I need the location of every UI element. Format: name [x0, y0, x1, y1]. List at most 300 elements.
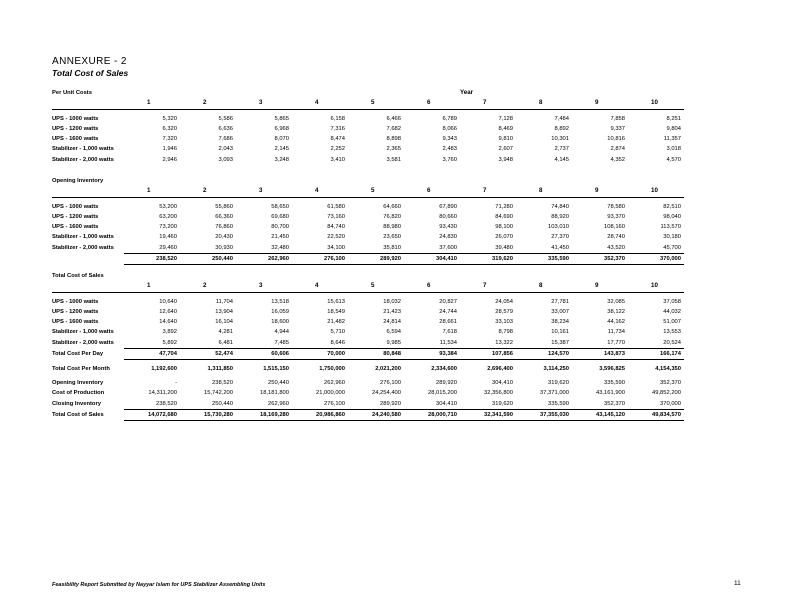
row-label: UPS - 1200 watts [52, 125, 99, 132]
value-cell: 10,301 [551, 136, 569, 143]
value-cell: 319,620 [460, 254, 516, 265]
value-cell: 8,070 [274, 136, 289, 143]
year-header: 8 [516, 281, 572, 292]
row-label: Stabilizer - 2,000 watts [52, 156, 114, 163]
year-header: 1 [124, 186, 180, 197]
value-cell: 289,920 [380, 400, 401, 407]
header-spacer [52, 98, 124, 109]
row-label: Total Cost of Sales [52, 411, 104, 418]
value-cell: 10,640 [159, 298, 177, 305]
value-cell: 52,474 [180, 349, 236, 360]
page-number: 11 [734, 580, 741, 587]
value-cell: 3,018 [666, 146, 681, 153]
table-row [52, 144, 684, 154]
value-cell: 32,085 [607, 298, 625, 305]
value-cell: 5,865 [274, 115, 289, 122]
year-header: 1 [124, 281, 180, 292]
table-row [52, 202, 684, 212]
value-cell: 80,848 [348, 349, 404, 360]
year-header: 5 [348, 98, 404, 109]
annexure-heading: ANNEXURE - 2 [52, 56, 127, 67]
value-cell: 238,520 [124, 254, 180, 265]
per-unit-costs-table [52, 88, 684, 165]
value-cell: 12,640 [159, 308, 177, 315]
value-cell: 24,814 [383, 319, 401, 326]
value-cell: 5,320 [162, 115, 177, 122]
value-cell: 2,043 [218, 146, 233, 153]
total-cost-of-sales-table [52, 271, 684, 375]
value-cell: 18,549 [327, 308, 345, 315]
year-header: 2 [180, 98, 236, 109]
value-cell: 37,600 [439, 244, 457, 251]
row-label: Stabilizer - 1,000 watts [52, 234, 114, 241]
row-label: UPS - 1600 watts [52, 136, 99, 143]
row-label: UPS - 1600 watts [52, 224, 99, 231]
section-title-row [52, 176, 684, 186]
value-cell: 4,352 [610, 156, 625, 163]
table-row [52, 388, 684, 398]
value-cell: 88,980 [383, 224, 401, 231]
table-row [52, 327, 684, 337]
value-cell: 10,816 [607, 136, 625, 143]
header-spacer [52, 186, 124, 197]
value-cell: 107,856 [460, 349, 516, 360]
value-cell: 3,114,250 [543, 366, 569, 373]
value-cell: 1,946 [162, 146, 177, 153]
value-cell: 6,789 [442, 115, 457, 122]
value-cell: 13,518 [271, 298, 289, 305]
value-cell: 6,466 [386, 115, 401, 122]
year-header-row [52, 281, 684, 292]
value-cell: 370,000 [660, 400, 681, 407]
value-cell: 38,122 [607, 308, 625, 315]
year-header: 10 [628, 281, 684, 292]
value-cell: 43,145,120 [572, 409, 628, 420]
value-cell: 262,960 [236, 254, 292, 265]
value-cell: 24,830 [439, 234, 457, 241]
value-cell: 39,480 [495, 244, 513, 251]
value-cell: 35,810 [383, 244, 401, 251]
value-cell: 18,169,280 [236, 409, 292, 420]
value-cell: 108,160 [604, 224, 625, 231]
value-cell: 9,985 [386, 339, 401, 346]
table-row [52, 243, 684, 254]
value-cell: 3,581 [386, 156, 401, 163]
value-cell: 93,370 [607, 213, 625, 220]
value-cell: 5,586 [218, 115, 233, 122]
value-cell: 7,858 [610, 115, 625, 122]
value-cell: 13,904 [215, 308, 233, 315]
year-header: 3 [236, 186, 292, 197]
value-cell: 20,430 [215, 234, 233, 241]
value-cell: 28,015,200 [427, 390, 457, 397]
value-cell: 32,341,590 [460, 409, 516, 420]
year-header: 10 [628, 186, 684, 197]
year-header: 7 [460, 98, 516, 109]
table-row [52, 254, 684, 265]
value-cell: 5,892 [162, 339, 177, 346]
value-cell: 18,181,800 [259, 390, 289, 397]
value-cell: 84,740 [327, 224, 345, 231]
value-cell: 352,370 [604, 400, 625, 407]
value-cell: 8,469 [498, 125, 513, 132]
value-cell: 7,484 [554, 115, 569, 122]
value-cell: 8,646 [330, 339, 345, 346]
table-row [52, 409, 684, 420]
value-cell: 2,365 [386, 146, 401, 153]
value-cell: 37,058 [663, 298, 681, 305]
year-header: 7 [460, 281, 516, 292]
table-row [52, 134, 684, 144]
row-label: Cost of Production [52, 390, 105, 397]
header-spacer [52, 281, 124, 292]
value-cell: 20,524 [663, 339, 681, 346]
value-cell: 18,032 [383, 298, 401, 305]
table-row [52, 222, 684, 232]
value-cell: 41,450 [551, 244, 569, 251]
year-header: 2 [180, 281, 236, 292]
value-cell: 304,410 [404, 254, 460, 265]
value-cell: 21,482 [327, 319, 345, 326]
row-label: Stabilizer - 2,000 watts [52, 245, 114, 252]
value-cell: 67,890 [439, 203, 457, 210]
value-cell: 20,986,860 [292, 409, 348, 420]
value-cell: 73,200 [159, 224, 177, 231]
value-cell: 27,370 [551, 234, 569, 241]
year-label: Year [460, 89, 474, 96]
value-cell: 51,007 [663, 319, 681, 326]
value-cell: 3,760 [442, 156, 457, 163]
year-header: 9 [572, 186, 628, 197]
value-cell: 33,007 [551, 308, 569, 315]
value-cell: 7,485 [274, 339, 289, 346]
value-cell: 8,066 [442, 125, 457, 132]
section-title: Opening Inventory [52, 178, 104, 184]
value-cell: 13,553 [663, 329, 681, 336]
value-cell: 4,944 [274, 329, 289, 336]
value-cell: 53,200 [159, 203, 177, 210]
value-cell: 1,311,850 [207, 366, 233, 373]
value-cell: 37,355,030 [516, 409, 572, 420]
value-cell: 28,661 [439, 319, 457, 326]
year-header: 4 [292, 98, 348, 109]
value-cell: 14,311,200 [148, 390, 177, 397]
value-cell: 238,520 [156, 400, 177, 407]
row-label: UPS - 1200 watts [52, 213, 99, 220]
value-cell: 4,154,350 [655, 366, 681, 373]
value-cell: 9,804 [666, 125, 681, 132]
table-row [52, 399, 684, 410]
row-label: Total Cost Per Month [52, 366, 110, 373]
value-cell: 19,460 [159, 234, 177, 241]
value-cell: 250,440 [212, 400, 233, 407]
value-cell: 49,852,200 [651, 390, 681, 397]
section-title: Total Cost of Sales [52, 273, 104, 279]
value-cell: 1,192,600 [151, 366, 177, 373]
value-cell: 15,742,200 [203, 390, 233, 397]
value-cell: 64,660 [383, 203, 401, 210]
year-header: 4 [292, 281, 348, 292]
value-cell: 7,128 [498, 115, 513, 122]
value-cell: 17,770 [607, 339, 625, 346]
value-cell: 43,161,900 [595, 390, 625, 397]
table-row [52, 378, 684, 388]
value-cell: 4,281 [218, 329, 233, 336]
value-cell: 49,834,570 [628, 409, 684, 420]
value-cell: 238,520 [212, 380, 233, 386]
value-cell: 16,059 [271, 308, 289, 315]
value-cell: 14,640 [159, 319, 177, 326]
year-header: 3 [236, 281, 292, 292]
value-cell: 7,686 [218, 136, 233, 143]
value-cell: 6,158 [330, 115, 345, 122]
value-cell: 1,515,150 [263, 366, 289, 373]
value-cell: 61,580 [327, 203, 345, 210]
table-row [52, 307, 684, 317]
year-header: 3 [236, 98, 292, 109]
value-cell: 21,423 [383, 308, 401, 315]
value-cell: 3,093 [218, 156, 233, 163]
section-title: Per Unit Costs [52, 90, 92, 96]
value-cell: 2,483 [442, 146, 457, 153]
value-cell: 370,000 [628, 254, 684, 265]
year-header: 2 [180, 186, 236, 197]
value-cell: 2,334,600 [431, 366, 457, 373]
value-cell: 3,596,825 [599, 366, 625, 373]
value-cell: 276,100 [324, 400, 345, 407]
year-header: 10 [628, 98, 684, 109]
value-cell: 352,370 [572, 254, 628, 265]
value-cell: 7,618 [442, 329, 457, 336]
summary-table [52, 378, 684, 421]
year-header: 6 [404, 281, 460, 292]
value-cell: 7,316 [330, 125, 345, 132]
row-label: Opening Inventory [52, 380, 104, 386]
value-cell: 37,371,000 [539, 390, 569, 397]
value-cell: 6,636 [218, 125, 233, 132]
value-cell: 76,860 [215, 224, 233, 231]
row-label: Total Cost Per Day [52, 351, 104, 358]
value-cell: 113,570 [660, 224, 681, 231]
value-cell: 2,874 [610, 146, 625, 153]
value-cell: 262,960 [268, 400, 289, 407]
section-title-row [52, 88, 684, 98]
section-title-row [52, 271, 684, 281]
value-cell: 98,040 [663, 213, 681, 220]
value-cell: 15,613 [327, 298, 345, 305]
row-label: Stabilizer - 1,000 watts [52, 329, 114, 336]
value-cell: - [175, 380, 177, 386]
value-cell: 3,410 [330, 156, 345, 163]
value-cell: 2,252 [330, 146, 345, 153]
year-header: 6 [404, 98, 460, 109]
value-cell: 73,160 [327, 213, 345, 220]
value-cell: 63,200 [159, 213, 177, 220]
row-label [52, 254, 124, 265]
value-cell: 44,162 [607, 319, 625, 326]
value-cell: 2,145 [274, 146, 289, 153]
year-header: 9 [572, 98, 628, 109]
value-cell: 166,174 [628, 349, 684, 360]
year-header-row [52, 186, 684, 197]
value-cell: 38,234 [551, 319, 569, 326]
year-header: 5 [348, 186, 404, 197]
value-cell: 80,700 [271, 224, 289, 231]
value-cell: 10,161 [551, 329, 569, 336]
value-cell: 1,750,000 [319, 366, 345, 373]
value-cell: 319,620 [548, 380, 569, 386]
value-cell: 8,251 [666, 115, 681, 122]
value-cell: 5,710 [330, 329, 345, 336]
row-label: Stabilizer - 2,000 watts [52, 340, 114, 347]
value-cell: 84,690 [495, 213, 513, 220]
row-label: Closing Inventory [52, 400, 101, 407]
value-cell: 3,892 [162, 329, 177, 336]
year-header: 1 [124, 98, 180, 109]
value-cell: 2,737 [554, 146, 569, 153]
table-row [52, 338, 684, 349]
value-cell: 24,054 [495, 298, 513, 305]
table-row [52, 349, 684, 360]
value-cell: 24,744 [439, 308, 457, 315]
row-label: UPS - 1000 watts [52, 298, 99, 305]
value-cell: 69,680 [271, 213, 289, 220]
value-cell: 14,072,680 [124, 409, 180, 420]
value-cell: 55,860 [215, 203, 233, 210]
value-cell: 15,387 [551, 339, 569, 346]
value-cell: 8,898 [386, 136, 401, 143]
table-row [52, 124, 684, 134]
value-cell: 32,356,800 [483, 390, 513, 397]
value-cell: 26,070 [495, 234, 513, 241]
value-cell: 21,450 [271, 234, 289, 241]
year-header: 4 [292, 186, 348, 197]
year-header: 8 [516, 186, 572, 197]
value-cell: 28,740 [607, 234, 625, 241]
value-cell: 88,920 [551, 213, 569, 220]
value-cell: 143,873 [572, 349, 628, 360]
year-header: 5 [348, 281, 404, 292]
value-cell: 32,480 [271, 244, 289, 251]
value-cell: 93,430 [439, 224, 457, 231]
value-cell: 2,607 [498, 146, 513, 153]
value-cell: 11,734 [607, 329, 625, 336]
value-cell: 33,103 [495, 319, 513, 326]
value-cell: 28,000,710 [404, 409, 460, 420]
year-header: 7 [460, 186, 516, 197]
value-cell: 24,240,580 [348, 409, 404, 420]
row-label: Stabilizer - 1,000 watts [52, 146, 114, 153]
value-cell: 28,579 [495, 308, 513, 315]
value-cell: 34,100 [327, 244, 345, 251]
value-cell: 250,440 [268, 380, 289, 386]
value-cell: 44,032 [663, 308, 681, 315]
value-cell: 20,827 [439, 298, 457, 305]
value-cell: 11,534 [439, 339, 457, 346]
footer-note: Feasibility Report Submitted by Nayyar Islam for UPS Stabilizer Assembling Units [52, 582, 266, 588]
value-cell: 8,892 [554, 125, 569, 132]
opening-inventory-table [52, 176, 684, 265]
table-row [52, 317, 684, 327]
value-cell: 289,920 [436, 380, 457, 386]
value-cell: 124,570 [516, 349, 572, 360]
value-cell: 335,590 [516, 254, 572, 265]
value-cell: 8,474 [330, 136, 345, 143]
value-cell: 78,580 [607, 203, 625, 210]
table-row [52, 114, 684, 124]
value-cell: 6,594 [386, 329, 401, 336]
value-cell: 58,650 [271, 203, 289, 210]
value-cell: 7,320 [162, 136, 177, 143]
value-cell: 30,180 [663, 234, 681, 241]
year-header: 8 [516, 98, 572, 109]
value-cell: 335,590 [548, 400, 569, 407]
row-label: UPS - 1000 watts [52, 203, 99, 210]
value-cell: 11,357 [663, 136, 681, 143]
value-cell: 47,704 [124, 349, 180, 360]
value-cell: 11,704 [215, 298, 233, 305]
value-cell: 9,343 [442, 136, 457, 143]
value-cell: 250,440 [180, 254, 236, 265]
row-label: UPS - 1600 watts [52, 319, 99, 326]
value-cell: 2,696,400 [487, 366, 513, 373]
value-cell: 304,410 [436, 400, 457, 407]
value-cell: 45,700 [663, 244, 681, 251]
value-cell: 80,660 [439, 213, 457, 220]
value-cell: 43,520 [607, 244, 625, 251]
value-cell: 21,000,000 [315, 390, 345, 397]
value-cell: 18,600 [271, 319, 289, 326]
value-cell: 70,000 [292, 349, 348, 360]
value-cell: 3,248 [274, 156, 289, 163]
value-cell: 74,840 [551, 203, 569, 210]
table-row [52, 232, 684, 242]
value-cell: 66,360 [215, 213, 233, 220]
value-cell: 289,920 [348, 254, 404, 265]
table-row [52, 212, 684, 222]
value-cell: 352,370 [660, 380, 681, 386]
value-cell: 6,968 [274, 125, 289, 132]
table-row [52, 297, 684, 307]
year-header: 6 [404, 186, 460, 197]
value-cell: 9,810 [498, 136, 513, 143]
value-cell: 82,510 [663, 203, 681, 210]
value-cell: 15,730,280 [180, 409, 236, 420]
value-cell: 319,620 [492, 400, 513, 407]
value-cell: 76,820 [383, 213, 401, 220]
value-cell: 71,280 [495, 203, 513, 210]
value-cell: 24,254,400 [371, 390, 401, 397]
value-cell: 98,100 [495, 224, 513, 231]
value-cell: 2,021,200 [375, 366, 401, 373]
value-cell: 2,946 [162, 156, 177, 163]
row-label: UPS - 1000 watts [52, 115, 99, 122]
value-cell: 335,590 [604, 380, 625, 386]
value-cell: 103,010 [548, 224, 569, 231]
value-cell: 276,100 [292, 254, 348, 265]
value-cell: 16,104 [215, 319, 233, 326]
value-cell: 4,570 [666, 156, 681, 163]
value-cell: 6,481 [218, 339, 233, 346]
value-cell: 9,337 [610, 125, 625, 132]
value-cell: 13,322 [495, 339, 513, 346]
table-row [52, 155, 684, 165]
sheet-subheading: Total Cost of Sales [52, 68, 129, 78]
year-header: 9 [572, 281, 628, 292]
value-cell: 23,650 [383, 234, 401, 241]
value-cell: 8,798 [498, 329, 513, 336]
value-cell: 262,960 [324, 380, 345, 386]
